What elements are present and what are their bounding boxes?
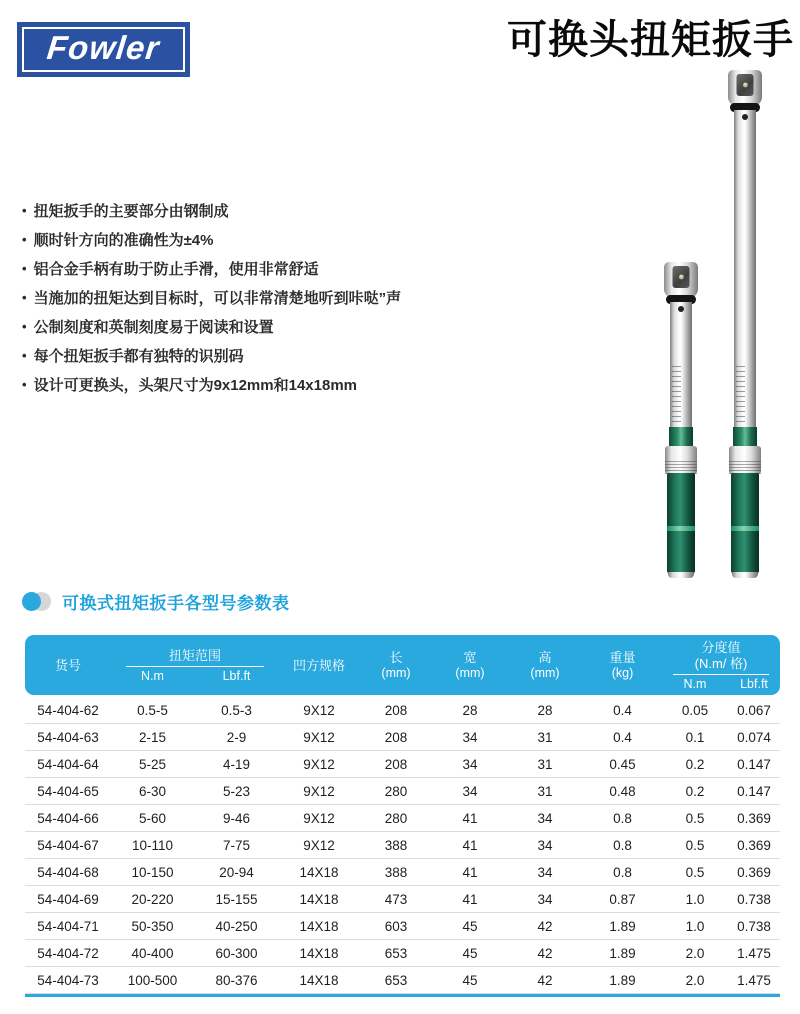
cell-item-no: 54-404-63 [37,729,99,745]
cell-socket: 14X18 [299,918,339,934]
wrench-end-cap [732,572,758,578]
feature-text: 每个扭矩扳手都有独特的识别码 [33,348,244,365]
feature-text: 顺时针方向的准确性为±4% [33,232,214,249]
cell-division-lbfft: 0.074 [737,729,771,745]
wrench-pin [678,306,684,312]
feature-item [22,196,492,225]
product-image-wrench-short [663,262,699,578]
table-row [25,859,780,886]
wrench-head [728,70,762,106]
table-row [25,832,780,859]
feature-list [22,196,492,399]
cell-length: 653 [384,945,408,961]
table-row [25,886,780,913]
wrench-shaft [670,302,692,428]
cell-length: 208 [384,756,408,772]
cell-item-no: 54-404-65 [37,783,99,799]
page-title: 可换头扭矩扳手 [507,16,794,63]
cell-width: 41 [462,864,478,880]
cell-length: 280 [384,810,408,826]
cell-socket: 9X12 [303,756,335,772]
cell-torque-nm: 5-25 [138,756,167,772]
cell-torque-nm: 10-110 [131,837,174,853]
header-width-unit: (mm) [455,666,485,681]
header-divider-line [673,674,770,675]
bullet-icon: • [22,319,27,334]
fowler-logo-text: Fowler [45,29,162,66]
cell-weight: 0.48 [609,783,636,799]
header-weight-unit: (kg) [611,666,634,681]
header-torque-range-group [111,635,279,697]
header-torque-range: 扭矩范围 [168,647,221,663]
header-division-lbfft: Lbf.ft [740,677,768,692]
cell-torque-nm: 40-400 [131,945,174,961]
fowler-logo [17,22,190,77]
cell-item-no: 54-404-73 [37,972,99,988]
cell-weight: 1.89 [609,972,636,988]
cell-width: 41 [462,837,478,853]
cell-length: 473 [384,891,408,907]
fowler-logo-frame [22,27,185,72]
cell-division-lbfft: 0.067 [737,702,771,718]
cell-torque-lbfft: 9-46 [222,810,251,826]
cell-division-nm: 2.0 [685,972,705,988]
cell-length: 280 [384,783,408,799]
table-row [25,913,780,940]
cell-torque-lbfft: 60-300 [215,945,258,961]
cell-socket: 14X18 [299,945,339,961]
header-socket: 凹方规格 [292,657,345,673]
cell-weight: 0.87 [609,891,636,907]
header-width [433,635,507,697]
header-torque-lbfft: Lbf.ft [222,669,251,684]
wrench-handle-band [731,526,759,531]
cell-weight: 0.8 [613,810,632,826]
cell-division-nm: 0.1 [685,729,705,745]
cell-socket: 14X18 [299,864,339,880]
header-item-no: 货号 [54,657,81,673]
wrench-end-cap [668,572,694,578]
header-length [359,635,433,697]
cell-length: 603 [384,918,408,934]
cell-height: 42 [537,972,553,988]
header-division-nm: N.m [683,677,707,692]
feature-item [22,283,492,312]
cell-torque-nm: 0.5-5 [137,702,168,718]
cell-weight: 0.8 [613,864,632,880]
cell-width: 34 [462,756,478,772]
cell-division-lbfft: 1.475 [737,945,771,961]
cell-height: 31 [537,783,553,799]
wrench-green-band [669,427,693,447]
cell-division-nm: 0.05 [681,702,709,718]
table-row [25,967,780,994]
cell-width: 28 [462,702,478,718]
cell-weight: 0.45 [609,756,636,772]
cell-torque-nm: 50-350 [131,918,174,934]
cell-torque-nm: 20-220 [131,891,174,907]
cell-division-lbfft: 0.369 [737,837,771,853]
feature-item [22,341,492,370]
cell-torque-nm: 10-150 [131,864,174,880]
cell-division-nm: 2.0 [685,945,705,961]
cell-division-lbfft: 0.147 [737,756,771,772]
cell-item-no: 54-404-69 [37,891,99,907]
cell-height: 34 [537,810,553,826]
table-row [25,940,780,967]
cell-division-nm: 1.0 [685,918,705,934]
cell-height: 28 [537,702,553,718]
cell-height: 34 [537,891,553,907]
wrench-pin [742,114,748,120]
cell-socket: 14X18 [299,891,339,907]
cell-torque-nm: 5-60 [138,810,167,826]
bullet-icon: • [22,348,27,363]
header-weight-label: 重量 [609,650,636,666]
cell-division-nm: 0.2 [685,756,705,772]
cell-division-lbfft: 0.369 [737,864,771,880]
feature-text: 铝合金手柄有助于防止手滑，使用非常舒适 [33,261,319,278]
cell-division-lbfft: 1.475 [737,972,771,988]
cell-division-nm: 0.5 [685,810,705,826]
cell-length: 388 [384,864,408,880]
feature-text: 设计可更换头，头架尺寸为9x12mm和14x18mm [33,377,357,394]
cell-torque-lbfft: 4-19 [222,756,251,772]
section-header [22,589,290,614]
wrench-scale-marks [672,364,681,422]
header-width-label: 宽 [463,650,477,666]
cell-weight: 0.8 [613,837,632,853]
wrench-handle-band [667,526,695,531]
feature-item [22,254,492,283]
wrench-green-band [733,427,757,447]
cell-socket: 9X12 [303,702,335,718]
wrench-socket-hole [737,74,754,96]
cell-height: 31 [537,756,553,772]
cell-torque-nm: 2-15 [138,729,167,745]
table-row [25,778,780,805]
bullet-icon: • [22,290,27,305]
cell-weight: 0.4 [613,702,632,718]
cell-torque-lbfft: 0.5-3 [221,702,252,718]
cell-socket: 9X12 [303,810,335,826]
cell-weight: 1.89 [609,945,636,961]
cell-weight: 1.89 [609,918,636,934]
cell-length: 208 [384,702,408,718]
cell-width: 41 [462,810,478,826]
cell-torque-lbfft: 15-155 [215,891,258,907]
header-divider-line [126,666,264,667]
header-weight [583,635,662,697]
section-title: 可换式扭矩扳手各型号参数表 [62,594,290,613]
bullet-icon: • [22,377,27,392]
cell-socket: 9X12 [303,729,335,745]
spec-table-body [25,697,780,997]
cell-socket: 9X12 [303,837,335,853]
header-height [507,635,583,697]
table-row [25,751,780,778]
cell-torque-lbfft: 20-94 [219,864,254,880]
header-height-label: 高 [538,650,552,666]
header-height-unit: (mm) [530,666,560,681]
bullet-icon: • [22,261,27,276]
wrench-socket-hole [673,266,690,288]
wrench-adjust-ring [729,446,761,474]
cell-socket: 14X18 [299,972,339,988]
cell-width: 45 [462,918,478,934]
cell-item-no: 54-404-71 [37,918,99,934]
cell-width: 45 [462,972,478,988]
cell-length: 208 [384,729,408,745]
cell-height: 34 [537,837,553,853]
header-length-label: 长 [389,650,403,666]
cell-division-nm: 0.5 [685,837,705,853]
cell-height: 31 [537,729,553,745]
spec-table [25,635,780,997]
cell-torque-lbfft: 7-75 [222,837,251,853]
feature-item [22,312,492,341]
bullet-icon: • [22,232,27,247]
wrench-scale-marks [736,364,745,422]
cell-item-no: 54-404-62 [37,702,99,718]
wrench-adjust-ring [665,446,697,474]
wrench-handle [667,473,695,573]
cell-width: 41 [462,891,478,907]
feature-text: 扭矩扳手的主要部分由钢制成 [33,203,229,220]
cell-torque-lbfft: 5-23 [222,783,251,799]
feature-item [22,370,492,399]
spec-table-header [25,635,780,695]
cell-division-nm: 1.0 [685,891,705,907]
wrench-head [664,262,698,298]
cell-item-no: 54-404-64 [37,756,99,772]
cell-socket: 9X12 [303,783,335,799]
cell-division-nm: 0.2 [685,783,705,799]
wrench-handle [731,473,759,573]
feature-text: 公制刻度和英制刻度易于阅读和设置 [33,319,274,336]
cell-length: 653 [384,972,408,988]
cell-division-lbfft: 0.738 [737,891,771,907]
cell-item-no: 54-404-67 [37,837,99,853]
cell-torque-lbfft: 2-9 [226,729,247,745]
feature-item [22,225,492,254]
cell-height: 42 [537,945,553,961]
cell-item-no: 54-404-68 [37,864,99,880]
cell-division-lbfft: 0.738 [737,918,771,934]
table-row [25,697,780,724]
cell-height: 34 [537,864,553,880]
cell-item-no: 54-404-66 [37,810,99,826]
cell-width: 45 [462,945,478,961]
cell-division-lbfft: 0.147 [737,783,771,799]
cell-width: 34 [462,729,478,745]
cell-torque-lbfft: 40-250 [215,918,258,934]
cell-weight: 0.4 [613,729,632,745]
wrench-shaft [734,110,756,428]
cell-division-lbfft: 0.369 [737,810,771,826]
section-dot-icon [22,592,51,611]
cell-width: 34 [462,783,478,799]
header-torque-nm: N.m [141,669,164,684]
dot-blue [22,592,41,611]
table-row [25,805,780,832]
header-length-unit: (mm) [381,666,411,681]
cell-torque-nm: 100-500 [127,972,178,988]
header-division: 分度值 [701,640,741,655]
table-row [25,724,780,751]
cell-torque-lbfft: 80-376 [215,972,258,988]
cell-height: 42 [537,918,553,934]
header-division-group [662,635,780,697]
feature-text: 当施加的扭矩达到目标时，可以非常清楚地听到咔哒”声 [33,290,402,307]
header-division-unit: (N.m/ 格) [694,655,748,671]
cell-item-no: 54-404-72 [37,945,99,961]
cell-torque-nm: 6-30 [138,783,167,799]
cell-division-nm: 0.5 [685,864,705,880]
product-image-wrench-tall [727,70,763,578]
cell-length: 388 [384,837,408,853]
bullet-icon: • [22,203,27,218]
